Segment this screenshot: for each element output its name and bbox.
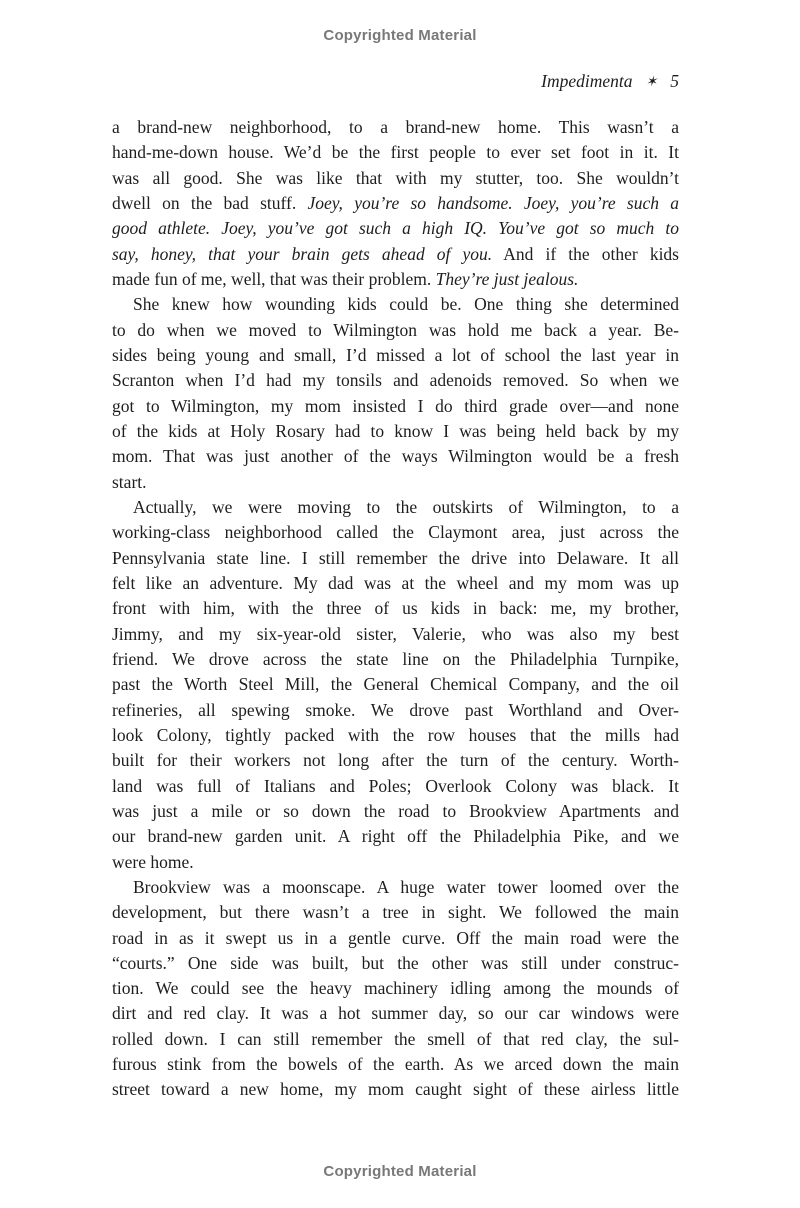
text-line: dirt and red clay. It was a hot summer day, so our car windows were [112,1003,679,1024]
text-line: road in as it swept us in a gentle curve. Off the main road were the [112,927,679,948]
copyright-notice-top: Copyrighted Material [323,27,477,44]
text-line: land was full of Italians and Poles; Overlook Colony was black. It [112,775,679,796]
text-line: Pennsylvania state line. I still remember the drive into Delaware. It all [112,547,679,568]
text-line: development, but there wasn’t a tree in sight. We followed the main [112,902,679,923]
text-line: made fun of me, well, that was their problem. They’re just jealous. [112,268,579,289]
copyright-notice-bottom: Copyrighted Material [323,1163,477,1180]
text-line: of the kids at Holy Rosary had to know I was being held back by my [112,420,679,441]
text-line: a brand-new neighborhood, to a brand-new home. This wasn’t a [112,117,679,137]
text-line: say, honey, that your brain gets ahead of you. And if the other kids [112,243,679,264]
text-line: to do when we moved to Wilmington was hold me back a year. Be- [112,319,679,340]
text-line: street toward a new home, my mom caught sight of these airless little [112,1079,679,1100]
text-line: got to Wilmington, my mom insisted I do third grade over—and none [112,395,679,416]
running-head-chapter-title: Impedimenta [541,71,633,91]
text-line: good athlete. Joey, you’ve got such a high IQ. You’ve got so much to [112,218,679,239]
running-head-page-number: 5 [670,71,679,91]
text-line: our brand-new garden unit. A right off the Philadelphia Pike, and we [112,826,679,847]
body-text [112,115,679,1103]
text-line: rolled down. I can still remember the smell of that red clay, the sul- [112,1028,679,1049]
text-line: was all good. She was like that with my stutter, too. She wouldn’t [112,167,679,188]
running-head [541,71,679,92]
text-line: She knew how wounding kids could be. One thing she determined [133,294,679,315]
text-line: sides being young and small, I’d missed a lot of school the last year in [112,344,679,365]
text-line: dwell on the bad stuff. Joey, you’re so handsome. Joey, you’re such a [112,192,679,213]
text-line: felt like an adventure. My dad was at the wheel and my mom was up [112,572,679,593]
text-line: tion. We could see the heavy machinery idling among the mounds of [112,978,679,999]
text-line: past the Worth Steel Mill, the General Chemical Company, and the oil [112,674,679,695]
text-line: Jimmy, and my six-year-old sister, Valerie, who was also my best [112,623,679,644]
text-line: start. [112,471,147,492]
text-line: Brookview was a moonscape. A huge water tower loomed over the [133,876,679,897]
text-line: refineries, all spewing smoke. We drove past Worthland and Over- [112,699,679,720]
text-line: look Colony, tightly packed with the row houses that the mills had [112,724,679,745]
text-line: Scranton when I’d had my tonsils and adenoids removed. So when we [112,370,679,391]
text-line: mom. That was just another of the ways Wilmington would be a fresh [112,446,679,467]
text-line: was just a mile or so down the road to Brookview Apartments and [112,800,679,821]
text-line: working-class neighborhood called the Claymont area, just across the [112,522,679,543]
text-line: hand-me-down house. We’d be the first people to ever set foot in it. It [112,142,679,163]
text-line: built for their workers not long after the turn of the century. Worth- [112,750,679,771]
text-line: were home. [112,851,194,872]
text-line: front with him, with the three of us kids in back: me, my brother, [112,598,679,619]
text-line: friend. We drove across the state line on the Philadelphia Turnpike, [112,648,679,669]
text-line: “courts.” One side was built, but the other was still under construc- [112,952,679,973]
text-line: Actually, we were moving to the outskirts of Wilmington, to a [133,496,679,517]
text-line: furous stink from the bowels of the earth. As we arced down the main [112,1054,679,1075]
asterisk-separator-icon: ✶ [645,75,658,90]
